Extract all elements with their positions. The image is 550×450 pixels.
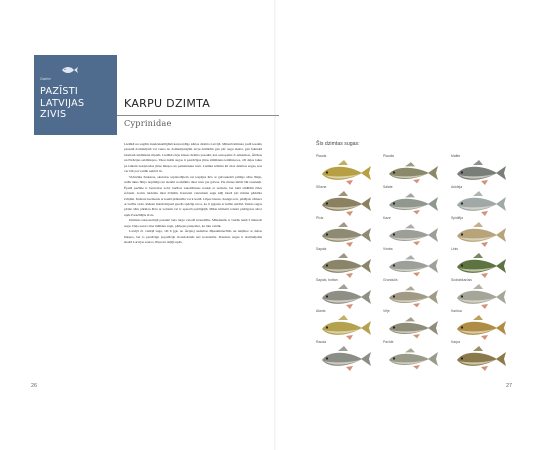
chapter-rule [117, 115, 279, 116]
fish-illustration-icon [316, 251, 378, 279]
species-name: Grundulis [383, 278, 398, 282]
fish-illustration-icon [451, 189, 513, 217]
species-name: Salate [383, 185, 393, 189]
species-name: Plauds [316, 154, 327, 158]
page-number-right: 27 [506, 383, 513, 389]
species-name: Aukleja [451, 185, 463, 189]
fish-illustration-icon [451, 251, 513, 279]
body-paragraph: Dzimtas taksonomijā pasaulē rada leigu valodā izraudzīša. Mūsdienās ir vairāk nekā 3 tūkstoši sugu. Daļa autori zina māllsku sugu, pārkejas pieņemot, ka tika vairāk. [124, 218, 262, 228]
fish-illustration-icon [451, 344, 513, 372]
series-title-line: PAZĪSTI [40, 86, 79, 97]
fish-illustration-icon [316, 189, 378, 217]
species-name: Sapals, bottan [316, 278, 338, 282]
series-block [34, 55, 117, 135]
species-name: Pavīde [383, 340, 394, 344]
species-name: Linis [451, 247, 458, 251]
series-logo-text: Gaelim [40, 77, 51, 81]
fish-illustration-icon [383, 158, 445, 186]
series-title-line: ZIVIS [40, 109, 67, 121]
species-name: Karpa [451, 340, 461, 344]
species-name: Sapals [316, 247, 327, 251]
species-name: Maltte [451, 154, 461, 158]
species-heading: Šīs dzimtas sugas: [316, 141, 360, 147]
gutter-shadow [274, 0, 276, 450]
fish-logo-icon [61, 65, 79, 75]
species-item [383, 340, 445, 376]
species-name: Alants [316, 309, 326, 313]
body-paragraph: Lielākā un sugām daudzskaitlīgākā karpveidīgo kārtas dzimta Latvijā. Mērenā klimata joslā iesaldu pasaulē dominējošā vai viena no dominējošajām zivju dzimtām gan pēc sugu skaita, gan faktiskā biomasā saldūdenu tilpnēs. Lielākā zivju klases dzimta pasaulē, kas sastopama Z-Amerikas, Āfrikas un Eirāzijas saldūdeņos. Tikai dažās sugas ir pastāvīgas jūras sāldūdens iemītnieces, vēl daļas laiku pa laikam nokļuvušas jūras ūdeņos un pamatnieku tuvu. Lielāka izmēru kā citas dzimtas sugas, kas var būt pat vairāk nekā 6 m. [124, 142, 262, 174]
fish-illustration-icon [383, 220, 445, 248]
body-paragraph: Latvijā 21 vietējā suga, vēl 6 (gk. no Āzijas) audzētas dīķsaimniecībās un iekļūsot ar dabas ūdeņos, bet to pastāvīgu populāciju izveidošanās nav konstatēta. Daudzas sugas ir dominējošās skaitā Latvijas ezeros, īliņu un daļēji upēs. [124, 229, 262, 245]
body-text [124, 142, 262, 246]
fish-illustration-icon [316, 158, 378, 186]
fish-illustration-icon [451, 220, 513, 248]
species-name: Plaudis [383, 154, 395, 158]
species-name: Sudrabkarūss [451, 278, 472, 282]
fish-illustration-icon [451, 158, 513, 186]
species-item [451, 340, 513, 376]
species-name: Vimba [383, 247, 393, 251]
series-title [40, 86, 120, 121]
fish-illustration-icon [383, 189, 445, 217]
fish-illustration-icon [383, 282, 445, 310]
fish-illustration-icon [383, 344, 445, 372]
fish-illustration-icon [383, 313, 445, 341]
chapter-title: KARPU DZIMTA [124, 97, 211, 110]
species-name: Pīcis [316, 216, 324, 220]
species-name: Spidlēja [451, 216, 464, 220]
species-item [316, 340, 378, 376]
species-name: Karūsa [451, 309, 462, 313]
species-name: Rauda [316, 340, 326, 344]
fish-illustration-icon [316, 313, 378, 341]
fish-illustration-icon [451, 313, 513, 341]
species-name: Vēje [383, 309, 390, 313]
body-paragraph: Viduvāka ārukaras, skalošas saplatotājiem vai iespējas ūrts ar galvaskolēt pilnīgo sānu līniju, retāk tikus līnija nepilnīga un skaidri nodalāma tikai tuvu pie galvas. Pie mutes mēdz būt taustekļi. Ēpašā pazīme ir beatvalas zobi; barības sakožāšanas notiek ar nošiem, bet lakā atīdītām rīdes zobiem. Galvu laiduma tikai žvīņām. Karnenti vairumam sugu klāj biezā ļoti ēdama pārklāta zvīņām. Dažreiz kermenis ar kaulā plāksnīšu vai ir kailā. Lūpas biezas. Kungis nav, pēdējais vēmera ar barība vadu. Rakstu ūdenī mijuzā garzās spēcīgi un ta, ka ir gigants ar krūšu uzbūvi. Dažas sugas pirmo šēru pārklau ābtu ar zobiem vai ir aparatā pasātpjājā. Mūsu klimatā robeža pielāgotas sērot upēs Parazītājās zivis. [124, 174, 262, 217]
fish-illustration-icon [316, 282, 378, 310]
series-title-line: LATVIJAS [40, 97, 85, 109]
species-name: Sīksne [316, 185, 327, 189]
fish-illustration-icon [451, 282, 513, 310]
fish-illustration-icon [383, 251, 445, 279]
species-name: Kaze [383, 216, 391, 220]
fish-illustration-icon [316, 344, 378, 372]
chapter-subtitle: Cyprinidae [124, 118, 172, 128]
fish-illustration-icon [316, 220, 378, 248]
page-number-left: 26 [31, 383, 38, 389]
